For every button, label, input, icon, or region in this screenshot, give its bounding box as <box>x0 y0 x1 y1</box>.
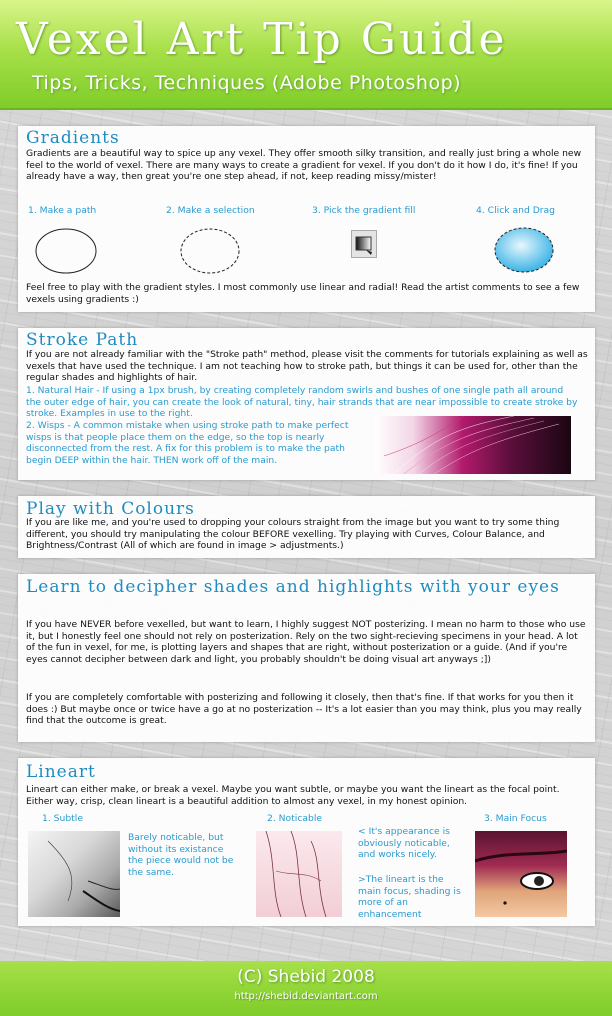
gradient-step-2: 2. Make a selection <box>166 205 255 216</box>
lineart-label-main-focus: 3. Main Focus <box>484 813 547 824</box>
wisps-tip: 2. Wisps - A common mistake when using stroke path to make perfect wisps is that people place them on the edge, so the top is nearly disconnected from the rest. A fix for this problem is to make the path begin DEEP within the hair. THEN work off of the main. <box>26 420 349 466</box>
shades-paragraph-1: If you have NEVER before vexelled, but want to learn, I highly suggest NOT posterizing. I mean no harm to those who use it, but I honestly feel one should not rely on posterization. Rely on the two sight-recieving specimens in your head. A lot of the fun in vexel, for me, is plotting layers and shapes that are right, without posterization or a guide. (And if you're eyes cannot decipher between dark and light, you probably shouldn't be doing visual art anyways ;]) <box>26 619 586 665</box>
copyright-text: (C) Shebid 2008 <box>237 967 375 987</box>
lineart-panel <box>18 758 595 926</box>
gradient-step-4: 4. Click and Drag <box>476 205 556 216</box>
gradient-step-3: 3. Pick the gradient fill <box>312 205 416 216</box>
colours-panel <box>18 496 595 558</box>
gradients-intro: Gradients are a beautiful way to spice up any vexel. They offer smooth silky transition, and really just bring a whole new feel to the world of vexel. There are many ways to create a gradient for vexel. If you don't do it how I do, it's fine! If you already have a way, then great you're one step ahead, if not, keep reading missy/mister! <box>26 148 582 182</box>
selection-ellipse-illustration <box>178 226 242 276</box>
lineart-label-subtle: 1. Subtle <box>42 813 83 824</box>
main-focus-lineart-image <box>475 831 567 917</box>
shades-title: Learn to decipher shades and highlights with your eyes <box>26 577 560 597</box>
hair-example-image <box>374 416 571 474</box>
gradients-panel <box>18 126 595 312</box>
colours-title: Play with Colours <box>26 499 195 519</box>
stroke-path-panel <box>18 328 595 480</box>
subtle-note: Barely noticable, but without its existance the piece would not be the same. <box>128 832 234 878</box>
gradient-step-1: 1. Make a path <box>28 205 97 216</box>
gradients-title: Gradients <box>26 128 120 148</box>
natural-hair-tip: 1. Natural Hair - If using a 1px brush, by creating completely random swirls and bushes of one single path all around the outer edge of hair, you can create the look of natural, tiny, hair strands that are near impossible to create stroke by stroke. Examples in use to the right. <box>26 385 578 419</box>
subtle-lineart-image <box>28 831 120 917</box>
gradient-filled-ellipse-illustration <box>492 224 556 276</box>
footer-banner <box>0 961 612 1016</box>
noticable-lineart-image <box>256 831 342 917</box>
noticable-note: < It's appearance is obviously noticable, and works nicely. <box>358 826 450 860</box>
lineart-intro: Lineart can either make, or break a vexel. Maybe you want subtle, or maybe you want the lineart as the focal point. Either way, crisp, clean lineart is a beautiful addition to almost any vexel, in my honest opinion. <box>26 784 560 807</box>
path-ellipse-illustration <box>34 226 98 276</box>
stroke-path-title: Stroke Path <box>26 330 139 350</box>
stroke-path-intro: If you are not already familiar with the "Stroke path" method, please visit the comments for tutorials explaining as well as vexels that have used the technique. I am not teaching how to stroke path, but things it can be used for, other than the regular shades and highlights of hair. <box>26 349 588 383</box>
focus-note: >The lineart is the main focus, shading is more of an enhancement <box>358 874 461 920</box>
lineart-title: Lineart <box>26 762 96 782</box>
header-banner <box>0 0 612 110</box>
shades-panel <box>18 574 595 742</box>
gradients-outro: Feel free to play with the gradient styles. I most commonly use linear and radial! Read the artist comments to see a few vexels using gradients :) <box>26 282 580 305</box>
lineart-label-noticable: 2. Noticable <box>267 813 323 824</box>
shades-paragraph-2: If you are completely comfortable with posterizing and following it closely, then that's fine. If that works for you then it does :) But maybe once or twice have a go at no posterization -- It's a lot easier than you may think, plus you may really find that the outcome is great. <box>26 692 582 726</box>
artist-url-link[interactable]: http://shebid.deviantart.com <box>234 991 378 1002</box>
gradient-tool-icon <box>351 230 377 258</box>
page-subtitle: Tips, Tricks, Techniques (Adobe Photoshop) <box>32 72 462 94</box>
page-title: Vexel Art Tip Guide <box>16 14 508 65</box>
colours-text: If you are like me, and you're used to dropping your colours straight from the image but you want to try some thing different, you should try manipulating the colour BEFORE vexelling. Try playing with Curves, Colour Balance, and Brightness/Contrast (All of which are found in image > adjustments.) <box>26 517 560 551</box>
